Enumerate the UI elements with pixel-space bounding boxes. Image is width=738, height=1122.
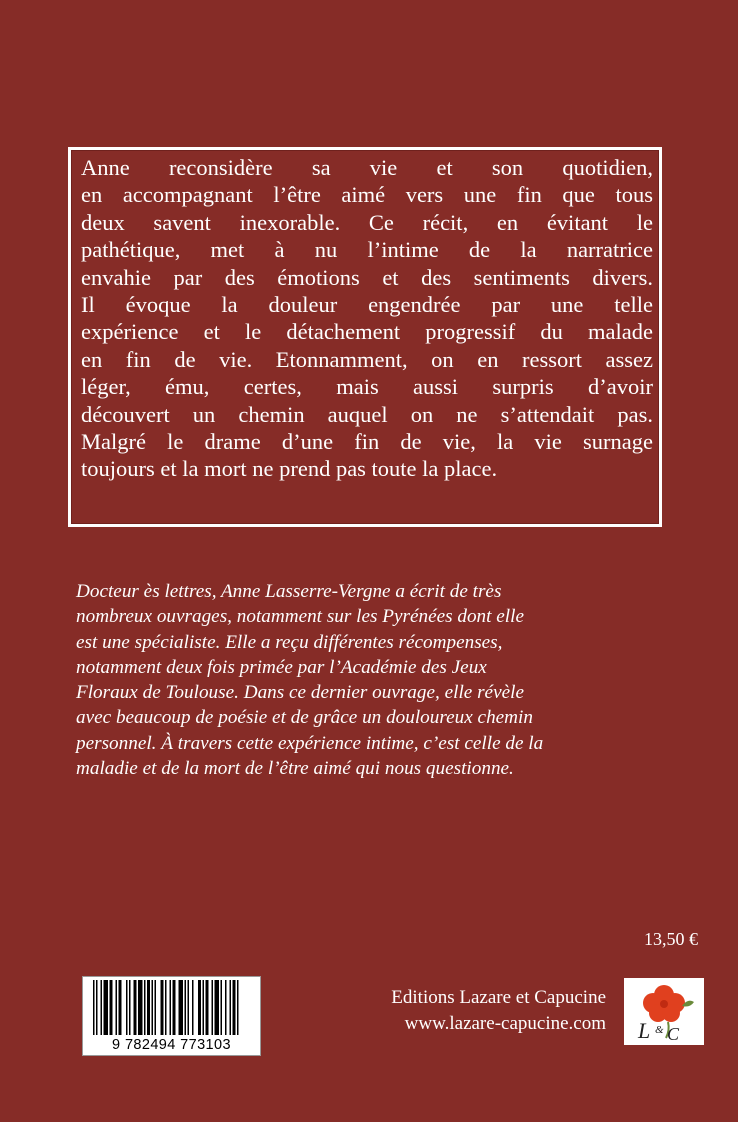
synopsis-line: Anne reconsidère sa vie et son quotidien,: [81, 155, 653, 180]
synopsis-line: en accompagnant l’être aimé vers une fin que tous: [81, 182, 653, 208]
flower-logo-icon: [624, 978, 704, 1045]
bio-line: personnel. À travers cette expérience intime, c’est celle de la: [76, 732, 544, 754]
svg-text:C: C: [667, 1024, 680, 1044]
price: 13,50 €: [644, 929, 698, 949]
publisher-name: Editions Lazare et Capucine: [391, 987, 606, 1008]
barcode-bar: [212, 980, 214, 1035]
synopsis-box: [68, 147, 662, 527]
barcode-bar: [165, 980, 167, 1035]
bio-line: avec beaucoup de poésie et de grâce un douloureux chemin: [76, 707, 533, 729]
synopsis-line: toujours et la mort ne prend pas toute la place.: [81, 456, 498, 482]
barcode-bar: [206, 980, 209, 1035]
barcode-bar: [152, 980, 154, 1035]
barcode-bar: [129, 980, 131, 1035]
barcode-bar: [155, 980, 157, 1035]
synopsis-line: envahie par des émotions et des sentiments divers.: [81, 264, 653, 290]
barcode-bar: [225, 980, 227, 1035]
isbn-barcode: [82, 976, 261, 1056]
barcode-bar: [185, 980, 187, 1035]
barcode-bar: [233, 980, 236, 1035]
barcode-bar: [126, 980, 128, 1035]
bio-line: est une spécialiste. Elle a reçu différentes récompenses,: [76, 631, 503, 653]
svg-text:&: &: [655, 1024, 664, 1036]
barcode-bar: [144, 980, 146, 1035]
synopsis-line: pathétique, met à nu l’intime de la narratrice: [81, 237, 653, 263]
barcode-bar: [179, 980, 184, 1035]
barcode-bar: [101, 980, 103, 1035]
barcode-bar: [215, 980, 220, 1035]
barcode-bar: [110, 980, 113, 1035]
barcode-bar: [93, 980, 95, 1035]
publisher-logo: [624, 978, 704, 1045]
barcode-bar: [104, 980, 109, 1035]
publisher-url[interactable]: www.lazare-capucine.com: [404, 1013, 606, 1034]
synopsis-line: deux savent inexorable. Ce récit, en évitant le: [81, 209, 653, 235]
barcode-bar: [134, 980, 137, 1035]
bio-line: maladie et de la mort de l’être aimé qui nous questionne.: [76, 758, 514, 780]
barcode-bar: [237, 980, 239, 1035]
barcode-bar: [170, 980, 172, 1035]
barcode-bar: [138, 980, 143, 1035]
bio-line: nombreux ouvrages, notamment sur les Pyrénées dont elle: [76, 606, 524, 628]
logo-monogram: L: [638, 1018, 651, 1043]
barcode-bar: [192, 980, 194, 1035]
synopsis-line: en fin de vie. Etonnamment, on en ressort assez: [81, 346, 653, 372]
bio-line: Docteur ès lettres, Anne Lasserre-Vergne a écrit de très: [76, 581, 502, 602]
barcode-bar: [198, 980, 201, 1035]
author-bio: [76, 579, 636, 781]
barcode-bar: [203, 980, 205, 1035]
barcode-bar: [221, 980, 223, 1035]
barcode-bar: [161, 980, 164, 1035]
synopsis-line: expérience et le détachement progressif du malade: [81, 319, 653, 345]
bio-line: notamment deux fois primée par l’Académie des Jeux: [76, 656, 487, 678]
isbn-number: 9 782494 773103: [112, 1037, 231, 1053]
synopsis-line: Il évoque la douleur engendrée par une telle: [81, 292, 653, 318]
barcode-bars: [83, 977, 260, 1037]
barcode-bar: [173, 980, 176, 1035]
barcode-bar: [96, 980, 98, 1035]
barcode-bar: [230, 980, 232, 1035]
barcode-bar: [116, 980, 118, 1035]
synopsis-line: Malgré le drame d’une fin de vie, la vie surnage: [81, 429, 653, 455]
synopsis-text: [81, 154, 653, 483]
barcode-bar: [188, 980, 190, 1035]
barcode-bar: [147, 980, 150, 1035]
synopsis-line: découvert un chemin auquel on ne s’attendait pas.: [81, 401, 653, 427]
synopsis-line: léger, ému, certes, mais aussi surpris d’avoir: [81, 374, 653, 400]
barcode-bar: [119, 980, 122, 1035]
bio-line: Floraux de Toulouse. Dans ce dernier ouvrage, elle révèle: [76, 682, 524, 704]
